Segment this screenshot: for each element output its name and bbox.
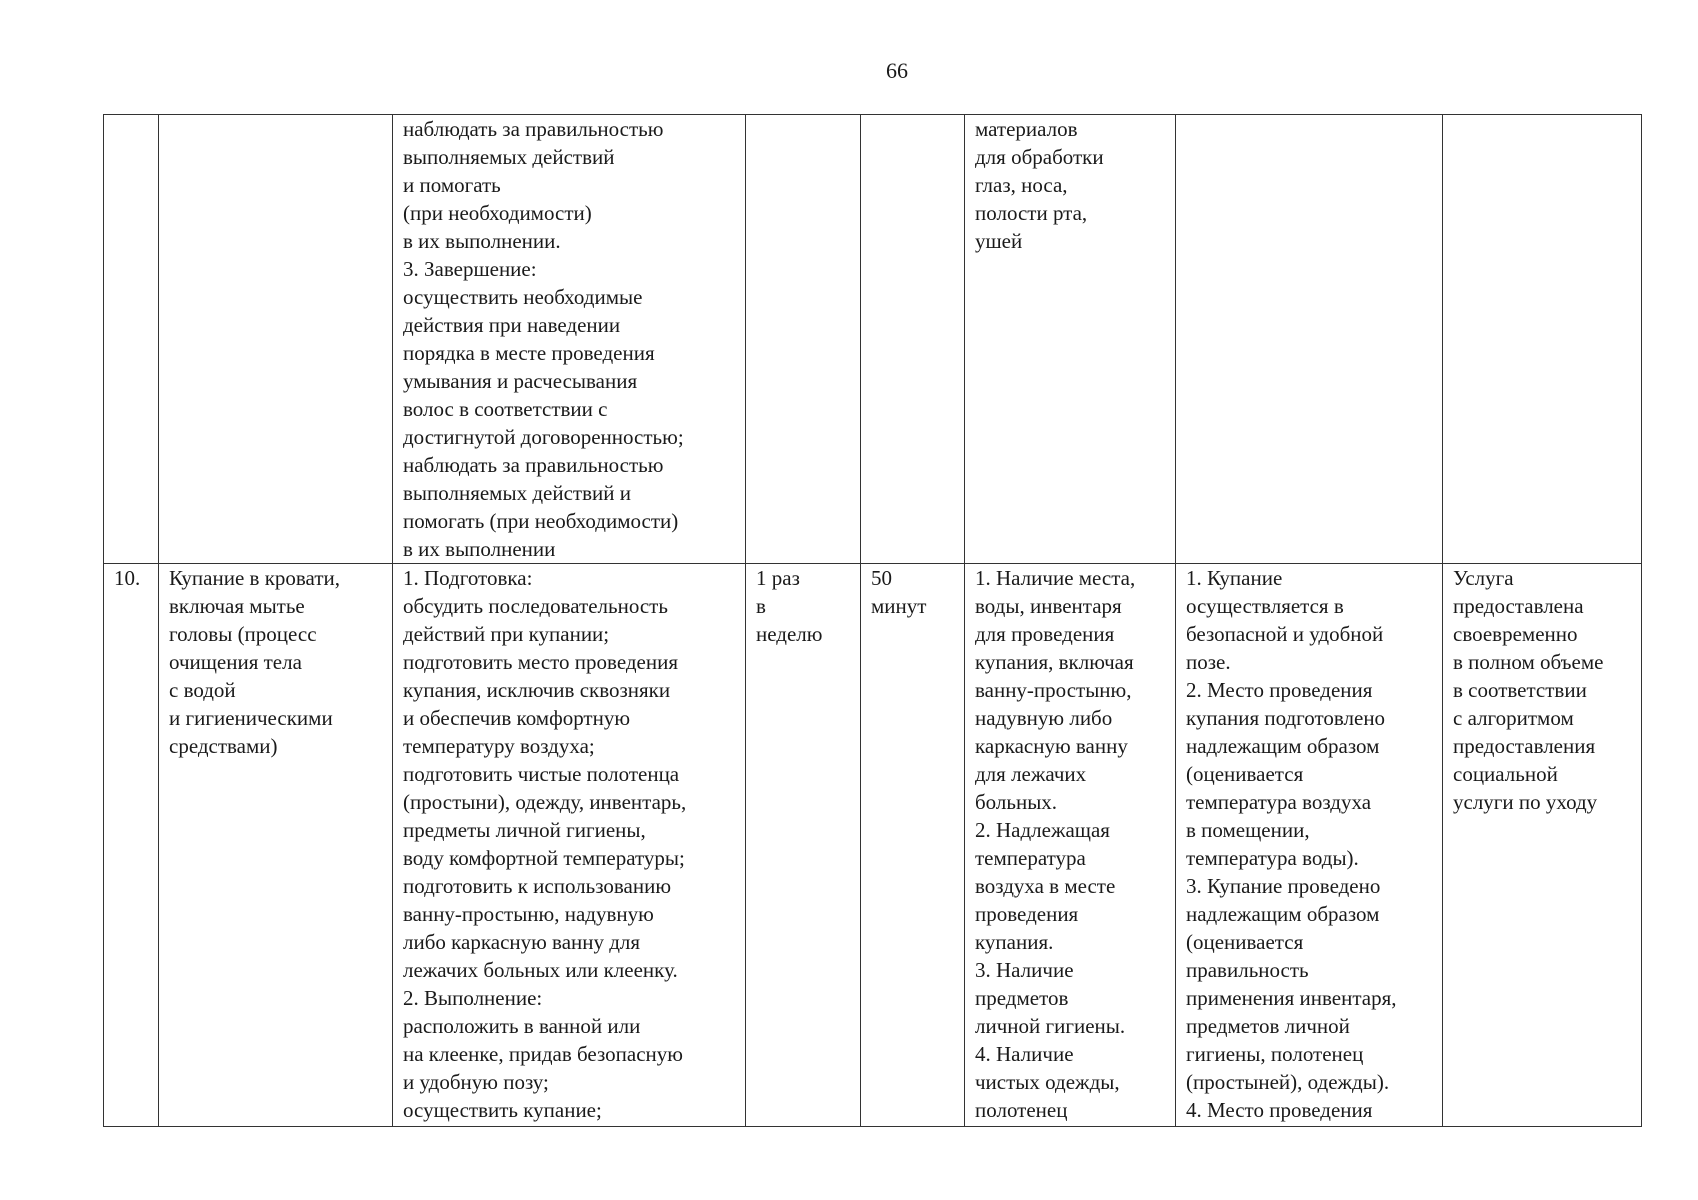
cell-line: купания, включая (975, 650, 1134, 674)
cell-line: 1 раз (756, 566, 800, 590)
service-name-cell (159, 564, 393, 1127)
cell-line: 2. Выполнение: (403, 986, 543, 1010)
service-steps-cell (393, 115, 746, 564)
cell-line: в полном объеме (1453, 650, 1604, 674)
duration-cell (861, 564, 965, 1127)
cell-line: 1. Купание (1186, 566, 1283, 590)
cell-line: надлежащим образом (1186, 734, 1380, 758)
cell-line: 1. Подготовка: (403, 566, 533, 590)
cell-line: предметы личной гигиены, (403, 818, 646, 842)
cell-line: ванну-простыню, (975, 678, 1132, 702)
cell-line: личной гигиены. (975, 1014, 1126, 1038)
cell-line: 3. Завершение: (403, 257, 537, 281)
cell-line: (при необходимости) (403, 201, 592, 225)
cell-line: гигиены, полотенец (1186, 1042, 1364, 1066)
cell-line: 2. Место проведения (1186, 678, 1373, 702)
conditions-cell (965, 564, 1176, 1127)
cell-line: для лежачих (975, 762, 1087, 786)
cell-line: подготовить к использованию (403, 874, 672, 898)
cell-line: каркасную ванну (975, 734, 1128, 758)
cell-line: минут (871, 594, 927, 618)
cell-line: температура воздуха (1186, 790, 1372, 814)
cell-line: позе. (1186, 650, 1231, 674)
cell-line: Купание в кровати, (169, 566, 340, 590)
cell-line: головы (процесс (169, 622, 317, 646)
cell-line: предметов (975, 986, 1069, 1010)
cell-line: полости рта, (975, 201, 1088, 225)
cell-line: с алгоритмом (1453, 706, 1574, 730)
cell-line: купания подготовлено (1186, 706, 1386, 730)
cell-line: лежачих больных или клеенку. (403, 958, 678, 982)
cell-line: своевременно (1453, 622, 1578, 646)
frequency-cell (746, 115, 861, 564)
cell-line: в помещении, (1186, 818, 1310, 842)
cell-line: температуру воздуха; (403, 734, 595, 758)
cell-line: 1. Наличие места, (975, 566, 1136, 590)
cell-line: глаз, носа, (975, 173, 1068, 197)
cell-line: ушей (975, 229, 1023, 253)
cell-line: температура (975, 846, 1086, 870)
cell-line: воду комфортной температуры; (403, 846, 685, 870)
cell-line: и гигиеническими (169, 706, 333, 730)
cell-line: включая мытье (169, 594, 305, 618)
cell-line: осуществить купание; (403, 1098, 602, 1122)
service-steps-cell (393, 564, 746, 1127)
cell-line: применения инвентаря, (1186, 986, 1397, 1010)
cell-line: выполняемых действий и (403, 481, 631, 505)
cell-line: воды, инвентаря (975, 594, 1122, 618)
cell-line: купания. (975, 930, 1054, 954)
cell-line: 50 (871, 566, 892, 590)
duration-cell (861, 115, 965, 564)
cell-line: (оценивается (1186, 930, 1304, 954)
cell-line: в их выполнении. (403, 229, 561, 253)
cell-line: (простыней), одежды). (1186, 1070, 1390, 1094)
cell-line: действия при наведении (403, 313, 621, 337)
cell-line: (простыни), одежду, инвентарь, (403, 790, 687, 814)
cell-line: для проведения (975, 622, 1115, 646)
cell-line: 2. Надлежащая (975, 818, 1110, 842)
services-table (103, 114, 1642, 1127)
cell-line: подготовить чистые полотенца (403, 762, 680, 786)
conditions-cell (965, 115, 1176, 564)
cell-line: наблюдать за правильностью (403, 453, 664, 477)
cell-line: социальной (1453, 762, 1558, 786)
service-name-cell (159, 115, 393, 564)
result-cell (1443, 564, 1642, 1127)
cell-line: неделю (756, 622, 823, 646)
frequency-cell (746, 564, 861, 1127)
cell-line: для обработки (975, 145, 1104, 169)
cell-line: надувную либо (975, 706, 1113, 730)
cell-line: материалов (975, 117, 1078, 141)
page-number: 66 (886, 58, 908, 83)
quality-indicators-cell (1176, 564, 1443, 1127)
cell-line: достигнутой договоренностью; (403, 425, 684, 449)
cell-line: умывания и расчесывания (403, 369, 638, 393)
cell-line: обсудить последовательность (403, 594, 668, 618)
table-row (104, 564, 1642, 1127)
cell-line: подготовить место проведения (403, 650, 679, 674)
cell-line: в соответствии (1453, 678, 1587, 702)
cell-line: в их выполнении (403, 537, 556, 561)
cell-line: (оценивается (1186, 762, 1304, 786)
table-row (104, 115, 1642, 564)
cell-line: помогать (при необходимости) (403, 509, 679, 533)
cell-line: действий при купании; (403, 622, 610, 646)
cell-line: с водой (169, 678, 236, 702)
cell-line: либо каркасную ванну для (403, 930, 641, 954)
cell-line: Услуга (1453, 566, 1514, 590)
row-number-cell: 10. (104, 564, 159, 1127)
cell-line: и помогать (403, 173, 501, 197)
cell-line: предметов личной (1186, 1014, 1350, 1038)
quality-indicators-cell (1176, 115, 1443, 564)
cell-line: полотенец (975, 1098, 1068, 1122)
cell-line: волос в соответствии с (403, 397, 608, 421)
cell-line: купания, исключив сквозняки (403, 678, 671, 702)
cell-line: температура воды). (1186, 846, 1359, 870)
cell-line: на клеенке, придав безопасную (403, 1042, 683, 1066)
cell-line: осуществить необходимые (403, 285, 643, 309)
cell-line: наблюдать за правильностью (403, 117, 664, 141)
cell-line: очищения тела (169, 650, 302, 674)
cell-line: осуществляется в (1186, 594, 1344, 618)
cell-line: выполняемых действий (403, 145, 615, 169)
cell-line: надлежащим образом (1186, 902, 1380, 926)
cell-line: правильность (1186, 958, 1309, 982)
cell-line: 4. Наличие (975, 1042, 1074, 1066)
cell-line: ванну-простыню, надувную (403, 902, 654, 926)
cell-line: порядка в месте проведения (403, 341, 655, 365)
cell-line: и обеспечив комфортную (403, 706, 631, 730)
cell-line: и удобную позу; (403, 1070, 549, 1094)
cell-line: воздуха в месте (975, 874, 1116, 898)
cell-line: 3. Купание проведено (1186, 874, 1381, 898)
cell-line: проведения (975, 902, 1079, 926)
cell-line: 4. Место проведения (1186, 1098, 1373, 1122)
cell-line: расположить в ванной или (403, 1014, 641, 1038)
cell-line: услуги по уходу (1453, 790, 1598, 814)
cell-line: 3. Наличие (975, 958, 1074, 982)
cell-line: больных. (975, 790, 1058, 814)
cell-line: безопасной и удобной (1186, 622, 1384, 646)
cell-line: предоставления (1453, 734, 1596, 758)
result-cell (1443, 115, 1642, 564)
cell-line: средствами) (169, 734, 278, 758)
cell-line: в (756, 594, 766, 618)
cell-line: чистых одежды, (975, 1070, 1120, 1094)
row-number-cell (104, 115, 159, 564)
cell-line: предоставлена (1453, 594, 1584, 618)
